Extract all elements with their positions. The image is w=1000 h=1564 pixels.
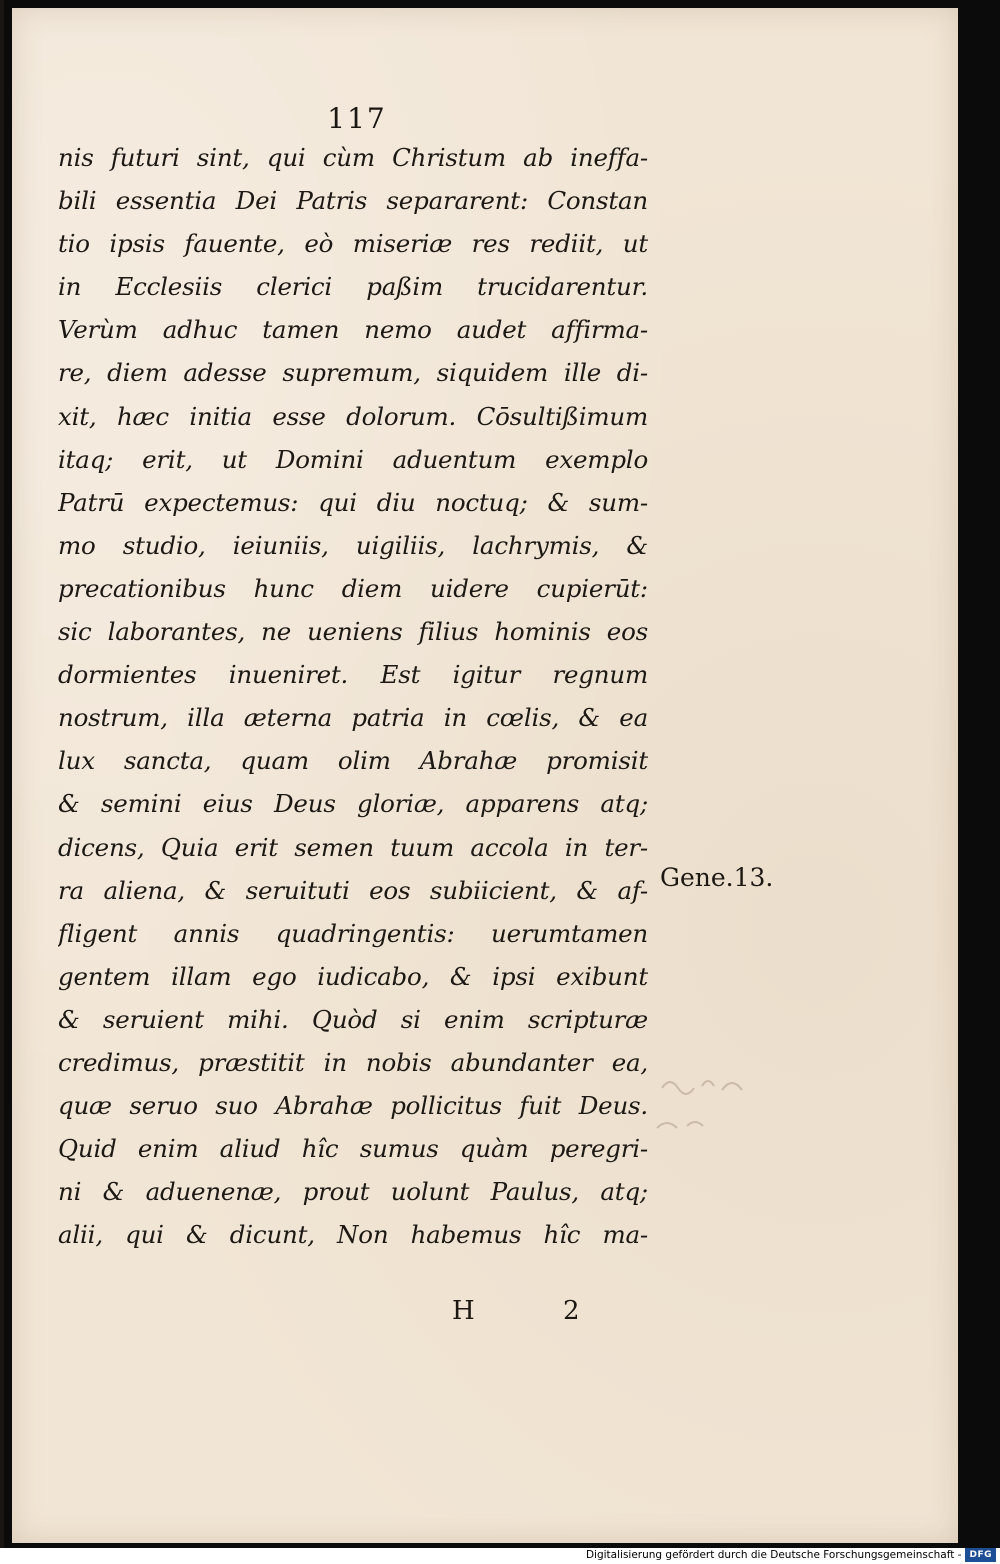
text-line: itaq; erit, ut Domini aduentum exemplo (58, 444, 648, 474)
book-page (12, 8, 958, 1543)
text-line: alii, qui & dicunt, Non habemus hîc ma- (58, 1220, 648, 1250)
text-line: quæ seruo suo Abrahæ pollicitus fuit Deus. (58, 1091, 648, 1121)
marginal-note: Gene.13. (660, 863, 774, 892)
text-line: & seruient mihi. Quòd si enim scripturæ (58, 1004, 648, 1034)
digitization-credit (586, 1548, 996, 1562)
text-line: ni & aduenenæ, prout uolunt Paulus, atq; (58, 1177, 648, 1207)
text-line: fligent annis quadringentis: uerumtamen (58, 918, 648, 948)
text-line: Verùm adhuc tamen nemo audet affirma- (58, 315, 648, 345)
text-line: dicens, Quia erit semen tuum accola in ter- (58, 832, 648, 862)
text-line: Patrū expectemus: qui diu noctuq; & sum- (58, 487, 648, 517)
text-line: sic laborantes, ne ueniens filius hominis eos (58, 617, 648, 647)
page-number: 117 (327, 102, 387, 135)
text-line: mo studio, ieiuniis, uigiliis, lachrymis, & (58, 530, 648, 560)
text-line: nis futuri sint, qui cùm Christum ab ineffa- (58, 143, 648, 172)
text-line: precationibus hunc diem uidere cupierūt: (58, 573, 648, 603)
bleed-through-marks (652, 1048, 802, 1138)
text-line: ra aliena, & seruituti eos subiicient, & af- (58, 875, 648, 905)
text-line: re, diem adesse supremum, siquidem ille di- (58, 358, 648, 388)
text-line: & semini eius Deus gloriæ, apparens atq; (58, 789, 648, 819)
text-line: bili essentia Dei Patris separarent: Constan (58, 186, 648, 216)
dfg-logo-icon: DFG (965, 1548, 996, 1562)
text-line: Quid enim aliud hîc sumus quàm peregri- (58, 1134, 648, 1164)
text-line: in Ecclesiis clerici paßim trucidarentur. (58, 272, 648, 302)
text-line: gentem illam ego iudicabo, & ipsi exibunt (58, 961, 648, 991)
body-text (58, 136, 648, 1256)
signature-mark: H 2 (452, 1296, 620, 1326)
text-line: xit, hæc initia esse dolorum. Cōsultißimum (58, 401, 648, 431)
credit-text: Digitalisierung gefördert durch die Deutsche Forschungsgemeinschaft - (585, 1549, 962, 1561)
text-line: lux sancta, quam olim Abrahæ promisit (58, 746, 648, 776)
text-line: tio ipsis fauente, eò miseriæ res rediit, ut (58, 229, 648, 259)
text-line: dormientes inueniret. Est igitur regnum (58, 660, 648, 690)
text-line: credimus, præstitit in nobis abundanter ea, (58, 1047, 648, 1077)
text-line: nostrum, illa æterna patria in cœlis, & ea (58, 703, 648, 733)
